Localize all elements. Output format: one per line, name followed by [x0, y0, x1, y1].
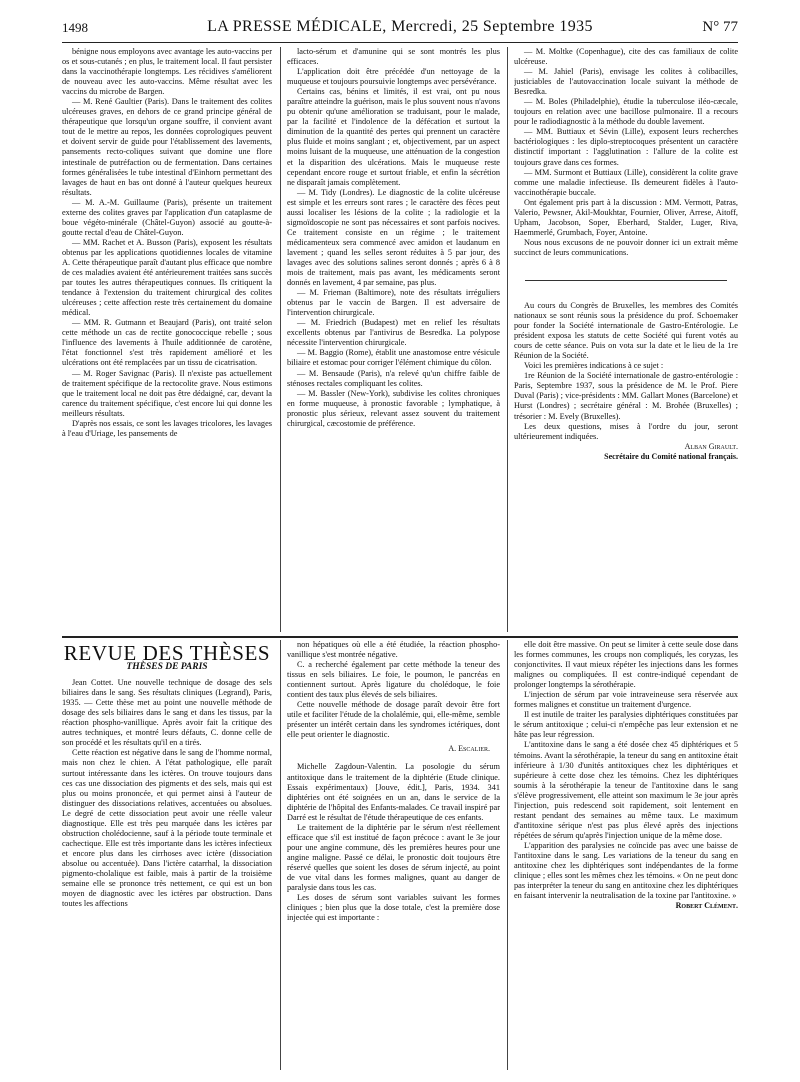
paragraph: Michelle Zagdoun-Valentin. La posologie du sérum antitoxique dans le traitement de la diphtérie (Etude clinique. Essais expérimentaux) [Jouve, édit.], Paris, 1934. 341 diphtéries ont été soignées en un an, dans le service de la diphtérie de l'hôpital des Enfants-malades. Ce travail inspiré par Darré est le résultat de l'étude thérapeutique de ces enfants.: [287, 762, 500, 822]
paragraph: L'apparition des paralysies ne coïncide pas avec une baisse de l'antitoxine dans le sang. Les variations de la teneur du sang en antitoxine chez les diphtériques sont indépendantes de la forme clinique ; elles sont les mêmes chez les témoins. « On ne peut donc pas interpréter la teneur du sang en antitoxine chez les diphtériques en faisant intervenir la neutralisation de la toxine par l'antitoxine. »: [514, 840, 738, 901]
signature: Robert Clément.: [675, 901, 738, 911]
paragraph: — M. Boles (Philadelphie), étudie la tuberculose iléo-cæcale, toujours en relation avec une bacillose pulmonaire. Il a recours pour le radiodiagnostic à la méthode du double lavement.: [514, 97, 738, 127]
paragraph: — M. Friedrich (Budapest) met en relief les résultats excellents obtenus par l'antivirus de Besredka. La polypose nécessite l'intervention chirurgicale.: [287, 318, 500, 348]
paragraph: Le traitement de la diphtérie par le sérum n'est réellement efficace que s'il est institué de façon précoce : avant le 3e jour pour une angine commune, dès les premières heures pour une angine maligne. Passé ce délai, le pronostic doit toujours être réservé quelles que soient les doses de sérum injecté, au point de vue vital dans les formes malignes, quant au danger de paralysie dans tous les cas.: [287, 822, 500, 893]
signature: A. Escalier.: [448, 744, 490, 754]
paragraph: — M. Bensaude (Paris), n'a relevé qu'un chiffre faible de sténoses rectales compliquant les colites.: [287, 368, 500, 388]
paragraph: Il est inutile de traiter les paralysies diphtériques constituées par le sérum antitoxique ; celui-ci n'empêche pas leur extension et ne hâte pas leur régression.: [514, 710, 738, 740]
lower-column-2: [287, 640, 500, 1070]
page-number: 1498: [62, 20, 88, 35]
section-divider: [525, 280, 727, 281]
section-title: REVUE DES THÈSES: [63, 641, 271, 665]
section-subtitle: THÈSES DE PARIS: [126, 662, 208, 673]
paragraph: Au cours du Congrès de Bruxelles, les membres des Comités nationaux se sont réunis sous la présidence du prof. Schoemaker pour fonder la Société internationale de Gastro-Entérologie. Le président exposa les statuts de cette Société qui furent votés au cours de cette séance. Puis on vota sur la date et le lieu de la 1re Réunion de la Société.: [514, 300, 738, 361]
journal-title: LA PRESSE MÉDICALE, Mercredi, 25 Septembre 1935: [207, 18, 593, 35]
paragraph: non hépatiques où elle a été étudiée, la réaction phospho-vanillique s'est montrée négative.: [287, 640, 500, 660]
paragraph: — M. Moltke (Copenhague), cite des cas familiaux de colite ulcéreuse.: [514, 47, 738, 67]
column-divider: [507, 47, 508, 632]
paragraph: — M. Baggio (Rome), établit une anastomose entre vésicule biliaire et estomac pour corriger l'élément chimique du côlon.: [287, 348, 500, 368]
paragraph: — MM. Surmont et Buttiaux (Lille), considèrent la colite grave comme une maladie infectieuse. Ils demeurent fidèles à l'auto-vaccinothérapie buccale.: [514, 167, 738, 197]
paragraph: Cette nouvelle méthode de dosage paraît devoir être fort utile et faciliter l'étude de la cholalémie, qui, elle-même, semble présenter un intérêt certain dans les syndromes ictériques, dont elle peut orienter le diagnostic.: [287, 700, 500, 740]
page-header: [62, 18, 738, 40]
paragraph: Nous nous excusons de ne pouvoir donner ici un extrait même succinct de leurs communications.: [514, 237, 738, 257]
paragraph: D'après nos essais, ce sont les lavages tricolores, les lavages à l'eau d'Uriage, les pansements de: [62, 418, 272, 438]
lower-column-3: [514, 640, 738, 1070]
paragraph: elle doit être massive. On peut se limiter à cette seule dose dans les formes communes, les croups non compliqués, les coryzas, les conjonctivites. Il vaut mieux répéter les injections dans les formes malignes ou compliquées. Il est contre-indiqué cependant de prolonger longtemps la sérothérapie.: [514, 640, 738, 690]
signature: Alban Girault.: [684, 441, 738, 451]
paragraph: C. a recherché également par cette méthode la teneur des tissus en sels biliaires. Le foie, le poumon, le pancréas en contiennent surtout. Après ligature du cholédoque, le foie contient des taux plus élevés de sels biliaires.: [287, 660, 500, 700]
paragraph: Les doses de sérum sont variables suivant les formes cliniques ; bien plus que la dose totale, c'est la première dose injectée qui est importante :: [287, 893, 500, 923]
column-3: [514, 47, 738, 632]
paragraph: — MM. Buttiaux et Sévin (Lille), exposent leurs recherches bactériologiques : les diplo-streptocoques présentent un caractère distinctif important : l'agglutination : l'allure de la colite est toujours grave dans ces formes.: [514, 127, 738, 167]
section-rule: [62, 636, 738, 638]
paragraph: Certains cas, bénins et limités, il est vrai, ont pu nous paraître atteindre la guérison, mais le plus souvent nous n'avons pu obtenir qu'une amélioration se traduisant, pour le malade, par la facilité et l'indolence de la défécation et surtout la diminution de la quantité des pertes qui prennent un caractère plus fluide et moins sanglant ; et, objectivement, par un aspect moins luisant de la muqueuse, une atténuation de la congestion et la disparition des ulcérations. Mais le muqueuse reste cependant encore rouge et surtout friable, et enfin la sécrétion ne disparaît jamais complètement.: [287, 87, 500, 187]
paragraph: L'application doit être précédée d'un nettoyage de la muqueuse et toujours poursuivie longtemps avec persévérance.: [287, 67, 500, 87]
paragraph: — M. Jahiel (Paris), envisage les colites à colibacilles, justiciables de l'autovaccination locale suivant la méthode de Besredka.: [514, 67, 738, 97]
paragraph: — M. Tidy (Londres). Le diagnostic de la colite ulcéreuse est simple et les erreurs sont rares ; le caractère des fèces peut aussi localiser les lésions de la colite ; la radiologie et la sigmoïdoscopie ne sont pas nécessaires et sont parfois nocives. Ce traitement consiste en un régime ; le traitement médicamenteux sera commencé avec amidon et laudanum en lavement ; quand les selles seront réduites à 5 par jour, des lavages avec des solutions salines seront donnés ; après 6 à 8 mois de traitement, mais pas avant, les médicaments seront donnés en lavement, 4 par semaine, pas plus.: [287, 187, 500, 288]
paragraph: bénigne nous employons avec avantage les auto-vaccins per os et sous-cutanés ; en plus, le traitement local. Il faut persister dans la vaccinothérapie longtemps. Les récidives s'améliorent de nouveau avec les auto-vaccins. Même résultat avec les vaccins du microbe de Bargen.: [62, 47, 272, 97]
header-rule: [62, 42, 738, 43]
paragraph: Ont également pris part à la discussion : MM. Vermott, Patras, Valerio, Pewsner, Akil-Moukhtar, Fournier, Oliver, Arrese, Aitoff, Upham, Jacobson, Soper, Eberhard, Stalder, Luger, Riva, Haemmerlé, Grumbach, Foyer, Antoine.: [514, 197, 738, 237]
paragraph: Jean Cottet. Une nouvelle technique de dosage des sels biliaires dans le sang. Ses résultats cliniques (Legrand), Paris, 1935. — Cette thèse met au point une nouvelle méthode de dosage des sels biliaires dans le sang et dans les tissus, par la réaction phospho-vanillique. Après avoir fait la critique des autres techniques, et montré leurs défauts, C. donne celle de son procédé et les résultats qu'il en a tirés.: [62, 678, 272, 748]
column-divider: [280, 640, 281, 1070]
column-1: [62, 47, 272, 632]
paragraph: 1re Réunion de la Société internationale de gastro-entérologie : Paris, Septembre 1937, sous la présidence de M. le Prof. Piere Duval (Paris) ; vice-présidents : MM. Gallart Mones (Barcelone) et Hurst (Londres) ; secrétaire général : M. Brohée (Bruxelles) ; trésorier : M. Evely (Bruxelles).: [514, 371, 738, 421]
issue-number: N° 77: [702, 19, 738, 35]
paragraph: — MM. Rachet et A. Busson (Paris), exposent les résultats obtenus par les applications quotidiennes locales de vitamine A. Cette thérapeutique paraît d'autant plus efficace que nombre de ces maladies avaient été antérieurement traitées sans succès par toutes les autres thérapeutiques connues. Ils critiquent la tendance à l'extension du traitement chirurgical des colites ulcéreuses ; cette affection reste très certainement du domaine médical.: [62, 237, 272, 318]
paragraph: — M. René Gaultier (Paris). Dans le traitement des colites ulcéreuses graves, en dehors de ce grand principe général de thérapeutique que lorsqu'un organe souffre, il convient avant tout de le mettre au repos, les données coprologiques peuvent et doivent servir de guide pour l'établissement des lavements, pansements recto-coliques suivant que domine une flore intestinale de putréfaction ou de fermentation. Dans certaines formes généralisées le tube intestinal d'Einhorn permettant des lavages de haut en bas ont donné à l'auteur quelques heureux résultats.: [62, 97, 272, 197]
paragraph: L'antitoxine dans le sang a été dosée chez 45 diphtériques et 5 témoins. Avant la sérothérapie, la teneur du sang en antitoxine était inférieure à 1/30 d'unités antitoxiques chez les diphtériques et supérieure à cette dose chez les témoins. Chez les diphtériques soumis à la sérothérapie la teneur de l'antitoxine dans le sang s'élève progressivement, elle atteint son maximum le 3e jour après l'injection, puis redescend soit rapidement, soit lentement en restant pendant des semaines au même taux. Le maximum d'antitoxine sérique n'est pas plus élevé après des injections répétées de sérum qu'après l'injection unique de la même dose.: [514, 740, 738, 840]
paragraph: Les deux questions, mises à l'ordre du jour, seront ultérieurement indiquées.: [514, 421, 738, 441]
signature-role: Secrétaire du Comité national français.: [604, 451, 738, 461]
column-2: [287, 47, 500, 632]
paragraph: Cette réaction est négative dans le sang de l'homme normal, mais non chez le chien. A l'état pathologique, elle paraît surtout intéressante dans les ictères. On trouve toujours dans ces cas une dissociation des pigments et des sels, mais qui est plus ou moins prononcée, et qui permet ainsi à l'auteur de distinguer des dissociations relatives, accentuées ou absolues. Le degré de cette dissociation peut avoir une réelle valeur diagnostique. Elle est très peu marquée dans les ictères par obstruction cholédocienne, sauf à la période toute terminale et cachectique. Elle est très importante dans les ictères infectieux et encore plus dans les cirrhoses avec ictère (dissociation absolue ou accentuée). Dans l'ictère catarrhal, la dissociation pigmento-cholalique est faible, mais à partir de la troisième semaine elle se prononce très nettement, ce qui est un bon moyen de diagnostic avec les ictères par obstruction. Dans toutes les affections: [62, 748, 272, 909]
paragraph: lacto-sérum et d'amunine qui se sont montrés les plus efficaces.: [287, 47, 500, 67]
column-divider: [507, 640, 508, 1070]
paragraph: Voici les premières indications à ce sujet :: [524, 361, 664, 371]
lower-column-1: [62, 640, 272, 1070]
paragraph: — M. A.-M. Guillaume (Paris), présente un traitement externe des colites graves par l'application d'un cataplasme de boue végéto-minérale (Châtel-Guyon) associé au goutte-à-goutte rectal d'eau de Châtel-Guyon.: [62, 197, 272, 237]
paragraph: — M. Roger Savignac (Paris). Il n'existe pas actuellement de traitement spécifique de la rectocolite grave. Nous estimons que le traitement local ne doit pas être dédaigné, car, devant la carence du traitement spécifique, c'est encore lui qui donne les meilleurs résultats.: [62, 368, 272, 418]
paragraph: — M. Bassler (New-York), subdivise les colites chroniques en forme muqueuse, à pronostic favorable ; lymphatique, à pronostic plus sérieux, relevant assez souvent du traitement chirurgical, cæcostomie de préférence.: [287, 388, 500, 428]
paragraph: — M. Frieman (Baltimore), note des résultats irréguliers obtenus par le vaccin de Bargen. Il est adversaire de l'intervention chirurgicale.: [287, 288, 500, 318]
column-divider: [280, 47, 281, 632]
paragraph: — MM. R. Gutmann et Beaujard (Paris), ont traité selon cette méthode un cas de rectite gonococcique rebelle ; sous l'influence des lavements à l'huile additionnée de carotène, l'état fonctionnel s'est très rapidement amélioré et les ulcérations ont été remplacées par un tissu de cicatrisation.: [62, 318, 272, 368]
paragraph: L'injection de sérum par voie intraveineuse sera réservée aux formes malignes et constitue un traitement d'urgence.: [514, 690, 738, 710]
